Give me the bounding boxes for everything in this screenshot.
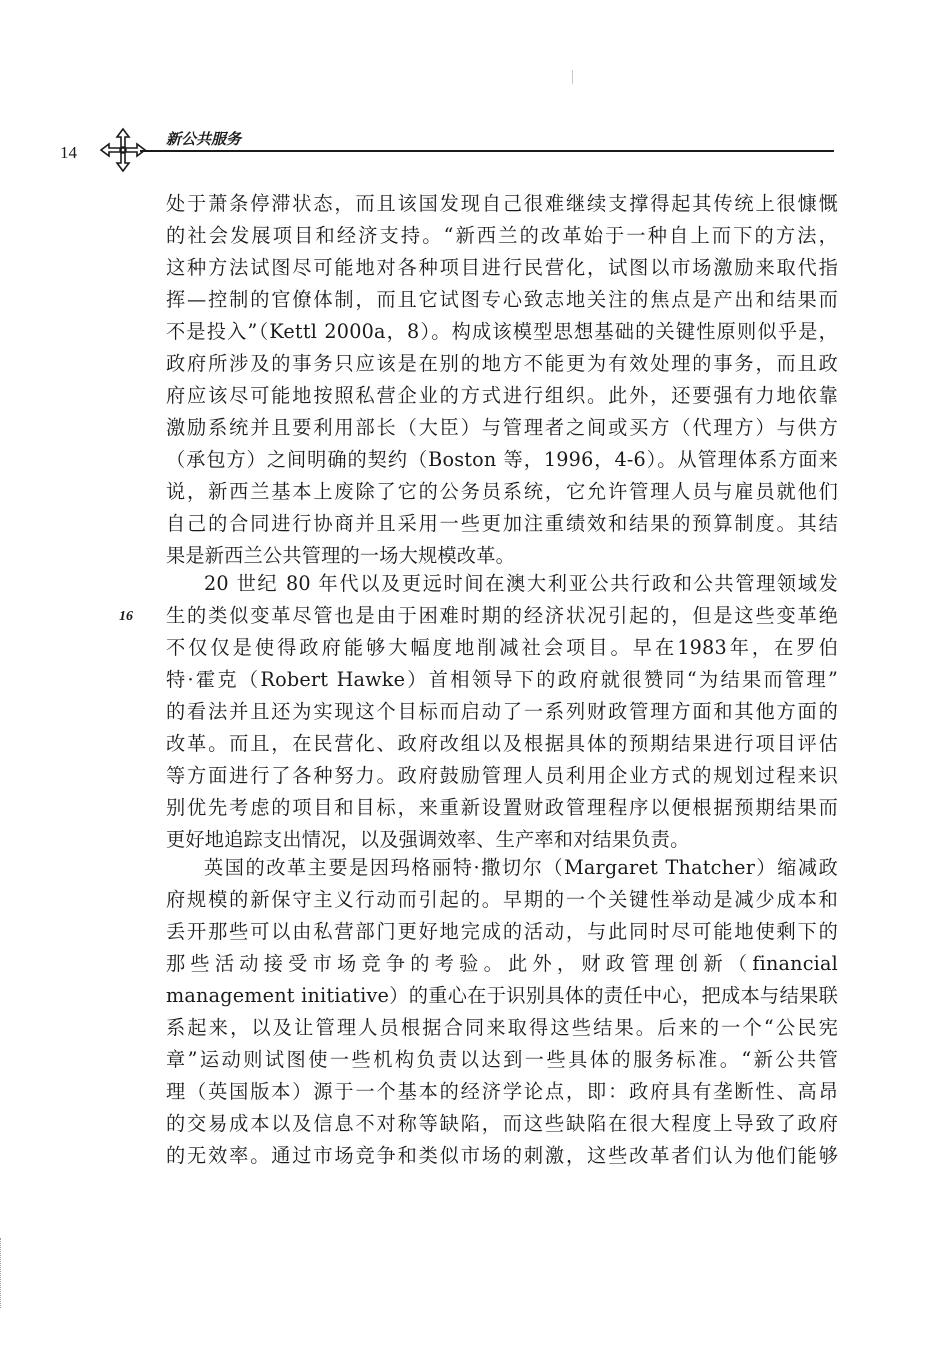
text-line: 英国的改革主要是因玛格丽特·撒切尔（Margaret Thatcher）缩减政 <box>204 856 838 879</box>
text-line: management initiative）的重心在于识别具体的责任中心，把成本与结果联 <box>166 984 838 1007</box>
text-line: 府应该尽可能地按照私营企业的方式进行组织。此外，还要强有力地依靠 <box>166 384 838 407</box>
scan-edge-mark <box>0 1238 5 1308</box>
text-line: 的无效率。通过市场竞争和类似市场的刺激，这些改革者们认为他们能够 <box>166 1144 838 1167</box>
text-line: 这种方法试图尽可能地对各种项目进行民营化，试图以市场激励来取代指 <box>166 256 838 279</box>
text-line: 别优先考虑的项目和目标，来重新设置财政管理程序以便根据预期结果而 <box>166 796 838 819</box>
text-line: （承包方）之间明确的契约（Boston 等，1996，4-6）。从管理体系方面来 <box>166 448 838 471</box>
text-line: 等方面进行了各种努力。政府鼓励管理人员利用企业方式的规划过程来识 <box>166 764 838 787</box>
text-line: 果是新西兰公共管理的一场大规模改革。 <box>166 544 515 567</box>
text-line: 府规模的新保守主义行动而引起的。早期的一个关键性举动是减少成本和 <box>166 888 838 911</box>
text-line: 的看法并且还为实现这个目标而启动了一系列财政管理方面和其他方面的 <box>166 700 838 723</box>
text-line: 更好地追踪支出情况，以及强调效率、生产率和对结果负责。 <box>166 828 690 851</box>
text-line: 不是投入”（Kettl 2000a，8）。构成该模型思想基础的关键性原则似乎是， <box>166 320 838 343</box>
text-line: 不仅仅是使得政府能够大幅度地削减社会项目。早在1983年，在罗伯 <box>166 636 838 659</box>
text-line: 说，新西兰基本上废除了它的公务员系统，它允许管理人员与雇员就他们 <box>166 480 838 503</box>
text-line: 激励系统并且要利用部长（大臣）与管理者之间或买方（代理方）与供方 <box>166 416 838 439</box>
text-line: 章”运动则试图使一些机构负责以达到一些具体的服务标准。“新公共管 <box>166 1048 838 1071</box>
text-line: 丢开那些可以由私营部门更好地完成的活动，与此同时尽可能地使剩下的 <box>166 920 838 943</box>
text-line: 政府所涉及的事务只应该是在别的地方不能更为有效处理的事务，而且政 <box>166 352 838 375</box>
text-line: 处于萧条停滞状态，而且该国发现自己很难继续支撑得起其传统上很慷慨 <box>166 192 838 215</box>
text-line: 改革。而且，在民营化、政府改组以及根据具体的预期结果进行项目评估 <box>166 732 838 755</box>
text-line: 特·霍克（Robert Hawke）首相领导下的政府就很赞同“为结果而管理” <box>166 668 838 691</box>
header-rule <box>140 150 834 152</box>
text-line: 理（英国版本）源于一个基本的经济学论点，即：政府具有垄断性、高昂 <box>166 1080 838 1103</box>
scan-mark <box>572 70 573 84</box>
text-line: 那些活动接受市场竞争的考验。此外，财政管理创新（financial <box>166 952 838 975</box>
margin-page-reference: 16 <box>119 609 133 624</box>
text-line: 20 世纪 80 年代以及更远时间在澳大利亚公共行政和公共管理领域发 <box>204 572 838 595</box>
page-number: 14 <box>60 143 77 162</box>
text-line: 生的类似变革尽管也是由于困难时期的经济状况引起的，但是这些变革绝 <box>166 604 838 627</box>
running-title: 新公共服务 <box>166 130 242 148</box>
text-line: 自己的合同进行协商并且采用一些更加注重绩效和结果的预算制度。其结 <box>166 512 838 535</box>
text-line: 的社会发展项目和经济支持。“新西兰的改革始于一种自上而下的方法， <box>166 224 838 247</box>
text-line: 挥—控制的官僚体制，而且它试图专心致志地关注的焦点是产出和结果而 <box>166 288 838 311</box>
text-line: 系起来，以及让管理人员根据合同来取得这些结果。后来的一个“公民宪 <box>166 1016 838 1039</box>
text-line: 的交易成本以及信息不对称等缺陷，而这些缺陷在很大程度上导致了政府 <box>166 1112 838 1135</box>
